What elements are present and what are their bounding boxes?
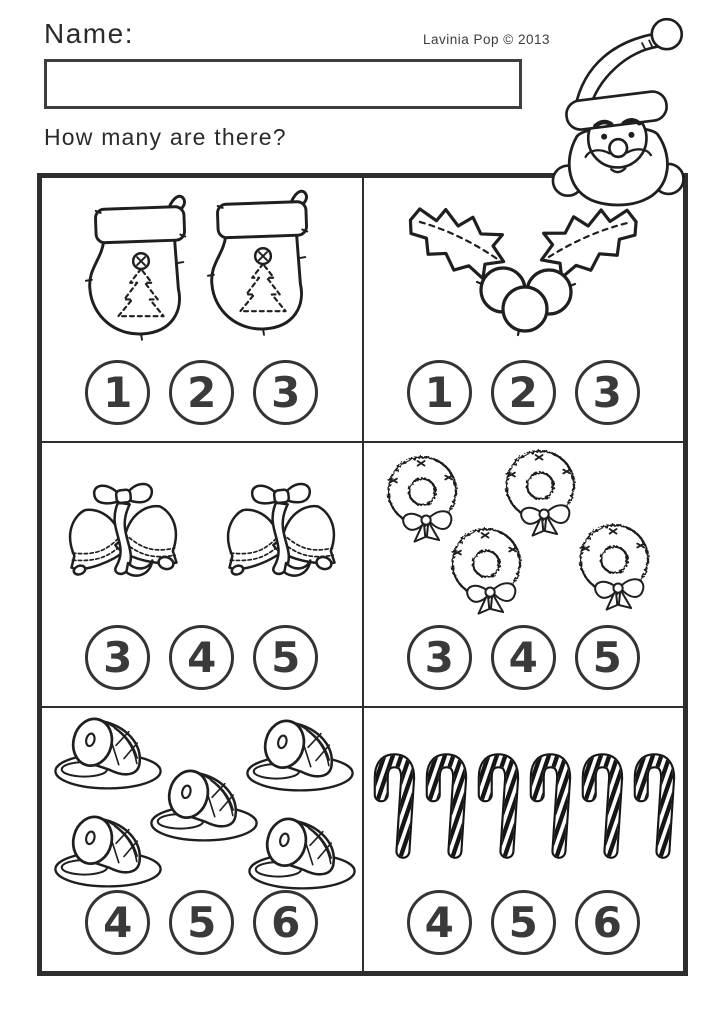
worksheet-prompt: How many are there? xyxy=(44,124,287,150)
santa-illustration xyxy=(545,6,695,214)
item-group xyxy=(42,708,362,890)
answer-circle-3[interactable] xyxy=(575,360,640,425)
answer-number: 5 xyxy=(271,632,301,682)
answer-number: 1 xyxy=(103,367,133,417)
answer-number: 3 xyxy=(424,632,454,682)
answer-number: 4 xyxy=(103,897,133,947)
cane-illustration xyxy=(629,750,678,864)
stocking-illustration xyxy=(82,188,200,346)
answer-circle-5[interactable] xyxy=(491,890,556,955)
answer-number: 4 xyxy=(187,632,217,682)
answer-number: 4 xyxy=(424,897,454,947)
answer-circle-4[interactable] xyxy=(491,625,556,690)
answer-number: 3 xyxy=(103,632,133,682)
holly-illustration xyxy=(397,194,649,344)
answer-circle-6[interactable] xyxy=(253,890,318,955)
answer-number: 4 xyxy=(508,632,538,682)
cane-illustration xyxy=(473,750,522,864)
item-group xyxy=(364,708,684,890)
answer-circle-3[interactable] xyxy=(253,360,318,425)
answer-circle-2[interactable] xyxy=(169,360,234,425)
bells-illustration xyxy=(56,473,190,591)
stocking-illustration xyxy=(204,183,322,341)
name-input-box[interactable] xyxy=(44,59,522,109)
ham-illustration xyxy=(244,814,360,892)
item-group xyxy=(364,443,684,625)
answer-options xyxy=(364,890,684,955)
copyright-credit: Lavinia Pop © 2013 xyxy=(423,32,551,47)
answer-number: 1 xyxy=(424,367,454,417)
answer-number: 6 xyxy=(271,897,301,947)
answer-number: 3 xyxy=(592,367,622,417)
wreath-illustration xyxy=(444,523,530,619)
worksheet-grid xyxy=(37,173,688,976)
answer-options xyxy=(42,360,362,425)
cell-hams-on-plates xyxy=(41,707,363,972)
answer-circle-5[interactable] xyxy=(575,625,640,690)
cane-illustration xyxy=(525,750,574,864)
cane-illustration xyxy=(421,750,470,864)
answer-options xyxy=(42,625,362,690)
answer-circle-4[interactable] xyxy=(169,625,234,690)
bells-illustration xyxy=(214,473,348,591)
answer-number: 5 xyxy=(508,897,538,947)
answer-number: 5 xyxy=(592,632,622,682)
cell-bell-pairs xyxy=(41,442,363,707)
answer-number: 2 xyxy=(187,367,217,417)
name-label: Name: xyxy=(44,18,134,49)
answer-number: 5 xyxy=(187,897,217,947)
cane-illustration xyxy=(577,750,626,864)
answer-number: 3 xyxy=(271,367,301,417)
answer-circle-6[interactable] xyxy=(575,890,640,955)
answer-circle-4[interactable] xyxy=(85,890,150,955)
answer-circle-1[interactable] xyxy=(85,360,150,425)
answer-circle-3[interactable] xyxy=(407,625,472,690)
cell-wreaths xyxy=(363,442,685,707)
answer-circle-3[interactable] xyxy=(85,625,150,690)
answer-circle-1[interactable] xyxy=(407,360,472,425)
cane-illustration xyxy=(369,750,418,864)
answer-number: 2 xyxy=(508,367,538,417)
cell-christmas-stockings xyxy=(41,177,363,442)
ham-illustration xyxy=(50,812,166,890)
answer-circle-2[interactable] xyxy=(491,360,556,425)
answer-options xyxy=(364,360,684,425)
cell-holly-sprig xyxy=(363,177,685,442)
wreath-illustration xyxy=(572,519,658,615)
cell-candy-canes xyxy=(363,707,685,972)
answer-circle-5[interactable] xyxy=(253,625,318,690)
item-group xyxy=(42,443,362,625)
answer-options xyxy=(364,625,684,690)
item-group xyxy=(42,178,362,360)
answer-options xyxy=(42,890,362,955)
answer-circle-5[interactable] xyxy=(169,890,234,955)
answer-number: 6 xyxy=(592,897,622,947)
answer-circle-4[interactable] xyxy=(407,890,472,955)
